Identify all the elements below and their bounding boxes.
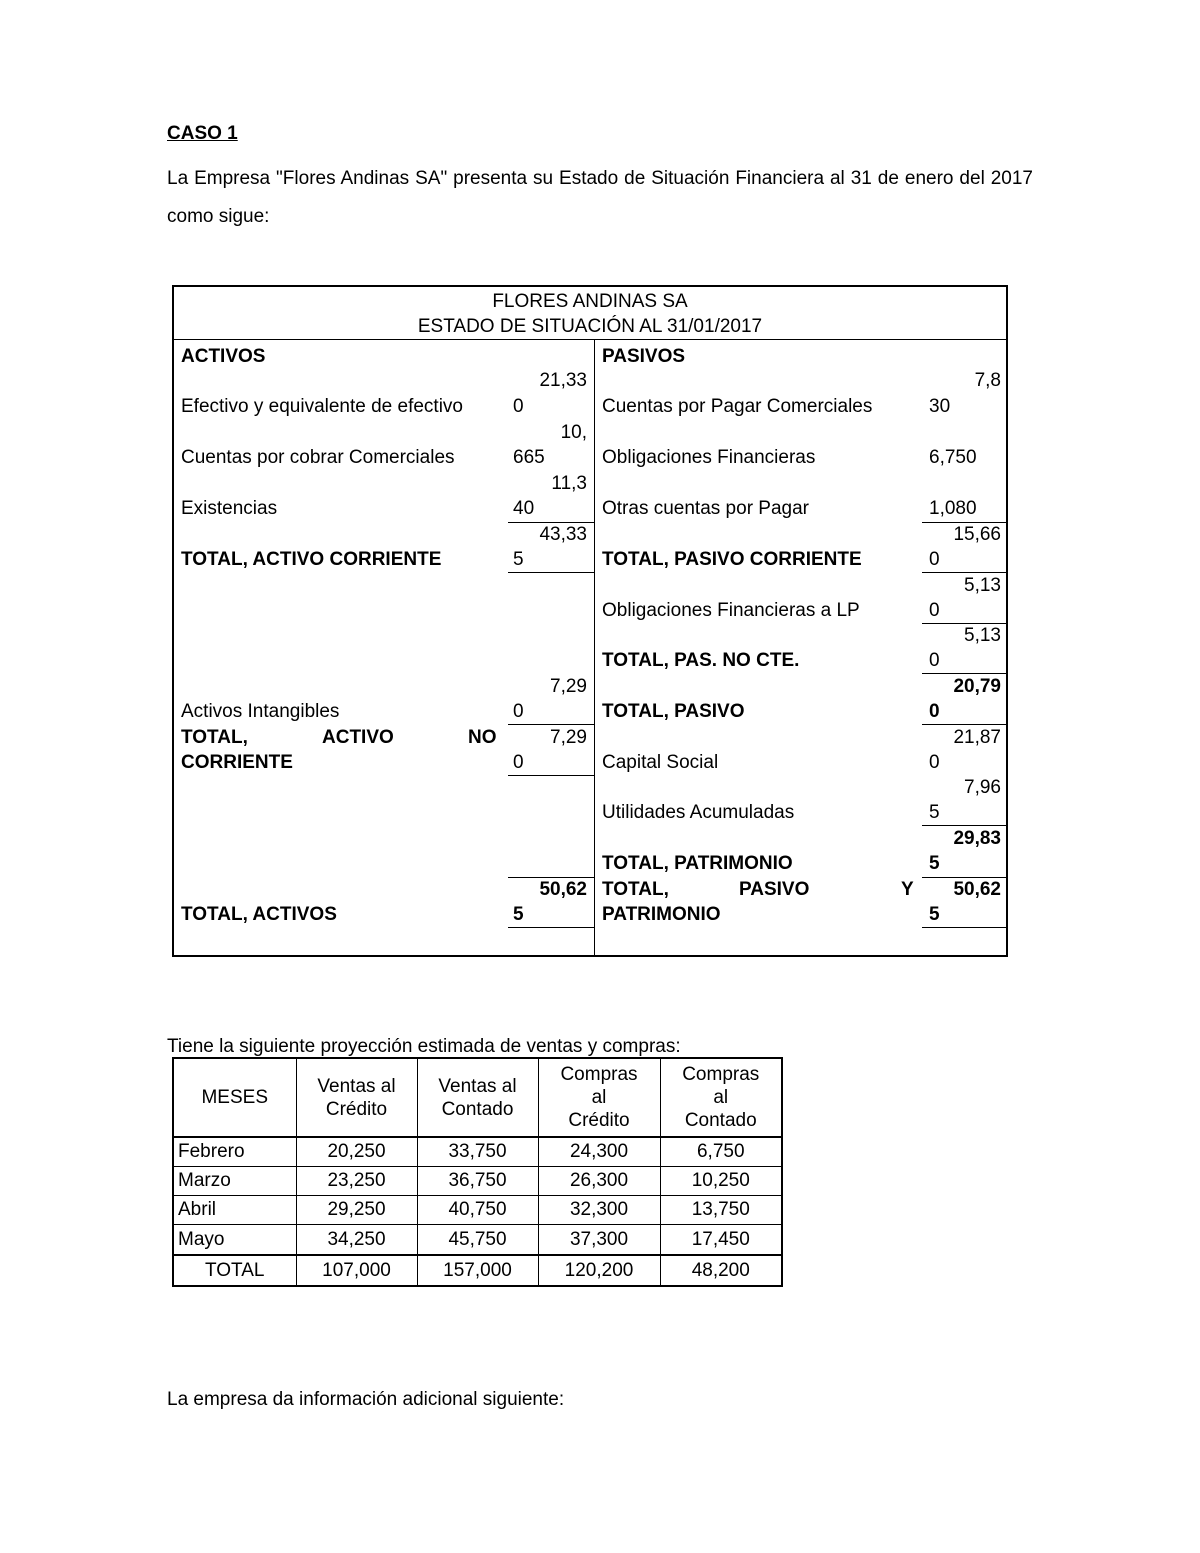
month-cell: Marzo — [173, 1166, 296, 1195]
equity-label: Utilidades Acumuladas — [602, 802, 795, 823]
table-row — [173, 1224, 782, 1255]
total-equity-value-part2: 5 — [929, 853, 940, 874]
total-value-cell: 107,000 — [296, 1255, 417, 1286]
total-liabilities-label: TOTAL, PASIVO — [602, 701, 745, 722]
total-liab-equity-label-1: TOTAL, — [602, 879, 669, 900]
liability-value-part1: 21,87 — [953, 727, 1001, 748]
asset-value-part2: 0 — [513, 701, 524, 722]
total-equity-value-part1: 29,83 — [953, 828, 1001, 849]
value-cell: 45,750 — [417, 1224, 538, 1255]
asset-value-part1: 11,3 — [551, 473, 587, 494]
value-cell: 23,250 — [296, 1166, 417, 1195]
value-cell: 40,750 — [417, 1195, 538, 1224]
asset-value-part1: 7,29 — [550, 676, 587, 697]
liability-value-part1: 7,8 — [974, 370, 1001, 391]
total-label-cell: TOTAL — [173, 1255, 296, 1286]
header-cash-sales: Ventas al Contado — [417, 1058, 538, 1137]
value-cell: 34,250 — [296, 1224, 417, 1255]
liability-value-part2: 1,080 — [929, 498, 977, 519]
month-cell: Febrero — [173, 1137, 296, 1166]
liability-value-part1: 5,13 — [964, 625, 1001, 646]
asset-value-part2: 5 — [513, 549, 524, 570]
header-months: MESES — [173, 1058, 296, 1137]
total-assets-value-part2: 5 — [513, 904, 524, 925]
liability-value-part1: 15,66 — [953, 524, 1001, 545]
total-liab-equity-label-4: PATRIMONIO — [602, 904, 721, 925]
liability-value-part2: 0 — [929, 650, 940, 671]
asset-label: Cuentas por cobrar Comerciales — [181, 447, 455, 468]
month-cell: Mayo — [173, 1224, 296, 1255]
liability-value-part2: 0 — [929, 549, 940, 570]
total-liab-equity-label-2: PASIVO — [739, 879, 810, 900]
total-current-assets-label: TOTAL, ACTIVO CORRIENTE — [181, 549, 442, 570]
value-cell: 10,250 — [660, 1166, 782, 1195]
total-noncurrent-assets-label-2: ACTIVO — [322, 727, 394, 748]
case-heading: CASO 1 — [167, 123, 238, 144]
asset-value-part2: 0 — [513, 752, 524, 773]
sales-caption: Tiene la siguiente proyección estimada de ventas y compras: — [167, 1036, 681, 1057]
liability-label: Obligaciones Financieras — [602, 447, 816, 468]
total-noncurrent-liabilities-label: TOTAL, PAS. NO CTE. — [602, 650, 800, 671]
table-row — [173, 1166, 782, 1195]
month-cell: Abril — [173, 1195, 296, 1224]
liability-label: Obligaciones Financieras a LP — [602, 600, 860, 621]
liability-label: Cuentas por Pagar Comerciales — [602, 396, 873, 417]
table-row — [173, 1137, 782, 1166]
header-credit-purchases: Compras al Crédito — [538, 1058, 660, 1137]
value-cell: 26,300 — [538, 1166, 660, 1195]
value-cell: 29,250 — [296, 1195, 417, 1224]
liability-value-part1: 5,13 — [964, 575, 1001, 596]
total-liab-equity-label-3: Y — [901, 879, 914, 900]
total-liabilities-value-part1: 20,79 — [953, 676, 1001, 697]
total-current-liabilities-label: TOTAL, PASIVO CORRIENTE — [602, 549, 862, 570]
asset-value-part2: 665 — [513, 447, 545, 468]
additional-info-text: La empresa da información adicional siguiente: — [167, 1389, 565, 1410]
statement-title: ESTADO DE SITUACIÓN AL 31/01/2017 — [417, 316, 763, 337]
total-liab-equity-value-part1: 50,62 — [953, 879, 1001, 900]
liability-value-part2: 5 — [929, 802, 940, 823]
total-value-cell: 157,000 — [417, 1255, 538, 1286]
liability-value-part2: 6,750 — [929, 447, 977, 468]
liability-value-part2: 30 — [929, 396, 951, 417]
liability-value-part1: 7,96 — [964, 777, 1001, 798]
total-liabilities-value-part2: 0 — [929, 701, 940, 722]
intro-paragraph: La Empresa "Flores Andinas SA" presenta su Estado de Situación Financiera al 31 de enero del 2017 como sigue: — [167, 168, 1033, 227]
liability-value-part2: 0 — [929, 600, 940, 621]
table-row — [173, 1195, 782, 1224]
asset-label: Activos Intangibles — [181, 701, 340, 722]
asset-value-part1: 7,29 — [550, 727, 587, 748]
total-assets-label: TOTAL, ACTIVOS — [181, 904, 337, 925]
value-cell: 17,450 — [660, 1224, 782, 1255]
value-cell: 36,750 — [417, 1166, 538, 1195]
total-equity-label: TOTAL, PATRIMONIO — [602, 853, 793, 874]
header-cash-purchases: Compras al Contado — [660, 1058, 782, 1137]
liability-label: Otras cuentas por Pagar — [602, 498, 809, 519]
value-cell: 24,300 — [538, 1137, 660, 1166]
total-value-cell: 48,200 — [660, 1255, 782, 1286]
total-noncurrent-assets-label-1: TOTAL, — [181, 727, 248, 748]
asset-value-part2: 0 — [513, 396, 524, 417]
equity-label: Capital Social — [602, 752, 719, 773]
table-total-row — [173, 1255, 782, 1286]
value-cell: 6,750 — [660, 1137, 782, 1166]
value-cell: 32,300 — [538, 1195, 660, 1224]
total-noncurrent-assets-label-3: NO — [468, 727, 497, 748]
asset-label: Existencias — [181, 498, 278, 519]
sales-projection-table — [172, 1057, 783, 1287]
total-value-cell: 120,200 — [538, 1255, 660, 1286]
total-liab-equity-value-part2: 5 — [929, 904, 940, 925]
total-noncurrent-assets-label-4: CORRIENTE — [181, 752, 293, 773]
liability-value-part2: 0 — [929, 752, 940, 773]
asset-value-part1: 10, — [560, 422, 587, 443]
value-cell: 37,300 — [538, 1224, 660, 1255]
total-assets-value-part1: 50,62 — [539, 879, 587, 900]
value-cell: 13,750 — [660, 1195, 782, 1224]
asset-value-part1: 43,33 — [539, 524, 587, 545]
assets-header: ACTIVOS — [181, 346, 266, 367]
company-name: FLORES ANDINAS SA — [492, 291, 688, 312]
value-cell: 20,250 — [296, 1137, 417, 1166]
liabilities-header: PASIVOS — [602, 346, 686, 367]
balance-sheet — [172, 285, 1008, 957]
value-cell: 33,750 — [417, 1137, 538, 1166]
asset-value-part1: 21,33 — [539, 370, 587, 391]
asset-value-part2: 40 — [513, 498, 535, 519]
asset-label: Efectivo y equivalente de efectivo — [181, 396, 464, 417]
header-credit-sales: Ventas al Crédito — [296, 1058, 417, 1137]
